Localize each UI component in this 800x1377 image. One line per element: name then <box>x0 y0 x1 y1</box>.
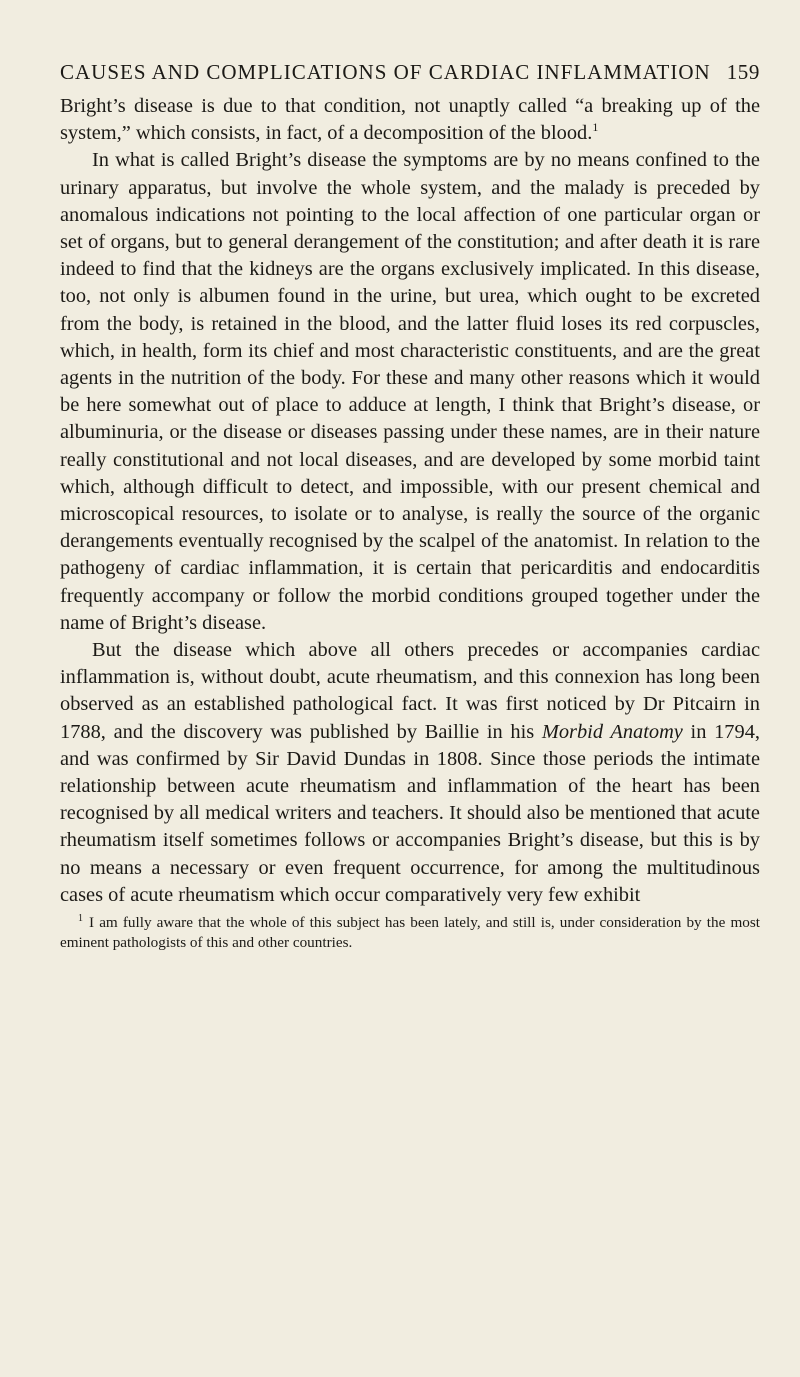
paragraph-2: In what is called Bright’s disease the symptoms are by no means confined to the urinary apparatus, but involve the whole system, and the malady is preceded by anomalous indications not pointing to the local affection of one particular organ or set of organs, but to general derangement of the constitution; and after death it is rare indeed to find that the kidneys are the organs exclusively implicated. In this disease, too, not only is albumen found in the urine, but urea, which ought to be excreted from the body, is retained in the blood, and the latter fluid loses its red corpuscles, which, in health, form its chief and most characteristic constituents, and are the great agents in the nutrition of the body. For these and many other reasons which it would be here somewhat out of place to adduce at length, I think that Bright’s disease, or albuminuria, or the disease or diseases passing under these names, are in their nature really constitutional and not local diseases, and are developed by some morbid taint which, although difficult to detect, and impossible, with our present chemical and microscopical resources, to isolate or to analyse, is really the source of the organic derangements eventually recognised by the scalpel of the anatomist. In relation to the pathogeny of cardiac inflammation, it is certain that pericarditis and endocarditis frequently accompany or follow the morbid conditions grouped together under the name of Bright’s disease. <box>60 149 760 634</box>
book-page <box>60 60 760 953</box>
footnote <box>60 913 760 953</box>
body-text <box>60 93 760 909</box>
footnote-marker: 1 <box>78 913 83 925</box>
running-title: CAUSES AND COMPLICATIONS OF CARDIAC INFLAMMATION <box>60 60 711 84</box>
running-head <box>60 60 760 85</box>
paragraph-3 <box>60 637 760 909</box>
paragraph-1-text: Bright’s disease is due to that condition, not unaptly called “a breaking up of the system,” which consists, in fact, of a decomposition of the blood. <box>60 95 760 145</box>
paragraph-1 <box>60 93 760 147</box>
book-title-italic: Morbid Anatomy <box>541 720 683 743</box>
page-number: 159 <box>726 60 760 84</box>
footnote-reference: 1 <box>592 120 599 135</box>
paragraph-3-text-a: But the disease which above all others precedes or accompanies cardiac inflammation is, without doubt, acute rheumatism, and this connexion has long been observed as an established pathological fact. It was first noticed by Dr Pitcairn in 1788, and the discovery was published by Baillie in his <box>60 639 760 743</box>
paragraph-3-text-b: in 1794, and was confirmed by Sir David Dundas in 1808. Since those periods the intimate relationship between acute rheumatism and inflammation of the heart has been recognised by all medical writers and teachers. It should also be mentioned that acute rheumatism itself sometimes follows or accompanies Bright’s disease, but this is by no means a necessary or even frequent occurrence, for among the multitudinous cases of acute rheumatism which occur comparatively very few exhibit <box>60 720 760 906</box>
footnote-text: I am fully aware that the whole of this subject has been lately, and still is, under consideration by the most eminent pathologists of this and other countries. <box>60 914 760 952</box>
